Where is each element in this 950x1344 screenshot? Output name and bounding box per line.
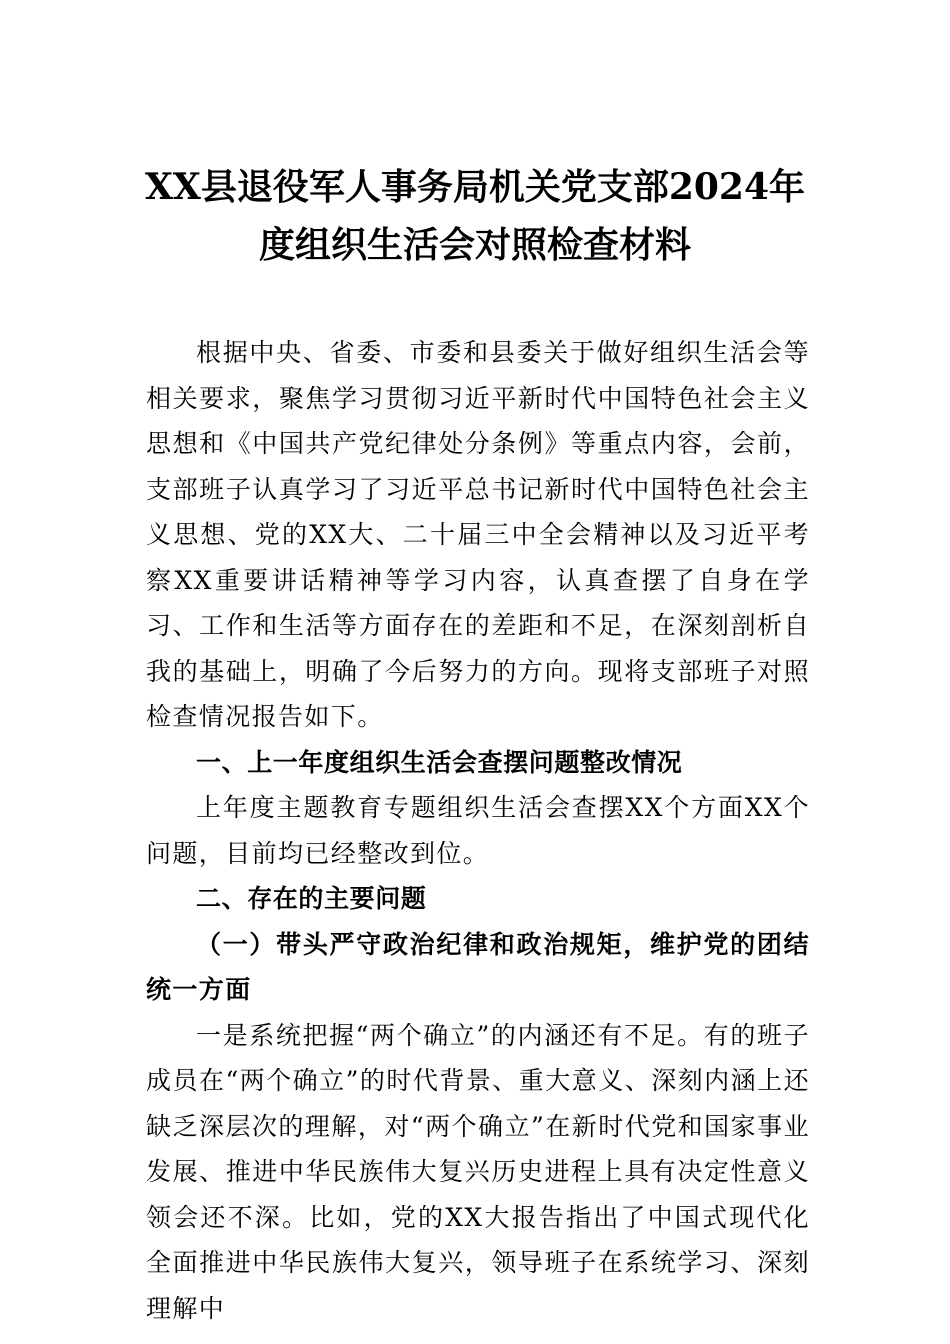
document-title: XX县退役军人事务局机关党支部2024年度组织生活会对照检查材料 — [144, 166, 806, 266]
subsection-heading-1: （一）带头严守政治纪律和政治规矩，维护党的团结统一方面 — [146, 929, 810, 1004]
section-1-paragraph: 上年度主题教育专题组织生活会查摆XX个方面XX个问题，目前均已经整改到位。 — [146, 793, 810, 868]
section-heading-1: 一、上一年度组织生活会查摆问题整改情况 — [196, 747, 683, 777]
document-body — [146, 330, 810, 1331]
intro-paragraph: 根据中央、省委、市委和县委关于做好组织生活会等相关要求，聚焦学习贯彻习近平新时代中国特色社会主义思想和《中国共产党纪律处分条例》等重点内容，会前，支部班子认真学习了习近平总书记新时代中国特色社会主义思想、党的XX大、二十届三中全会精神以及习近平考察XX重要讲话精神等学习内容，认真查摆了自身在学习、工作和生活等方面存在的差距和不足，在深刻剖析自我的基础上，明确了今后努力的方向。现将支部班子对照检查情况报告如下。 — [146, 338, 810, 731]
subsection-1-paragraph: 一是系统把握“两个确立”的内涵还有不足。有的班子成员在“两个确立”的时代背景、重大意义、深刻内涵上还缺乏深层次的理解，对“两个确立”在新时代党和国家事业发展、推进中华民族伟大复兴历史进程上具有决定性意义领会还不深。比如，党的XX大报告指出了中国式现代化全面推进中华民族伟大复兴，领导班子在系统学习、深刻理解中 — [146, 1020, 810, 1323]
section-heading-2: 二、存在的主要问题 — [196, 884, 427, 913]
